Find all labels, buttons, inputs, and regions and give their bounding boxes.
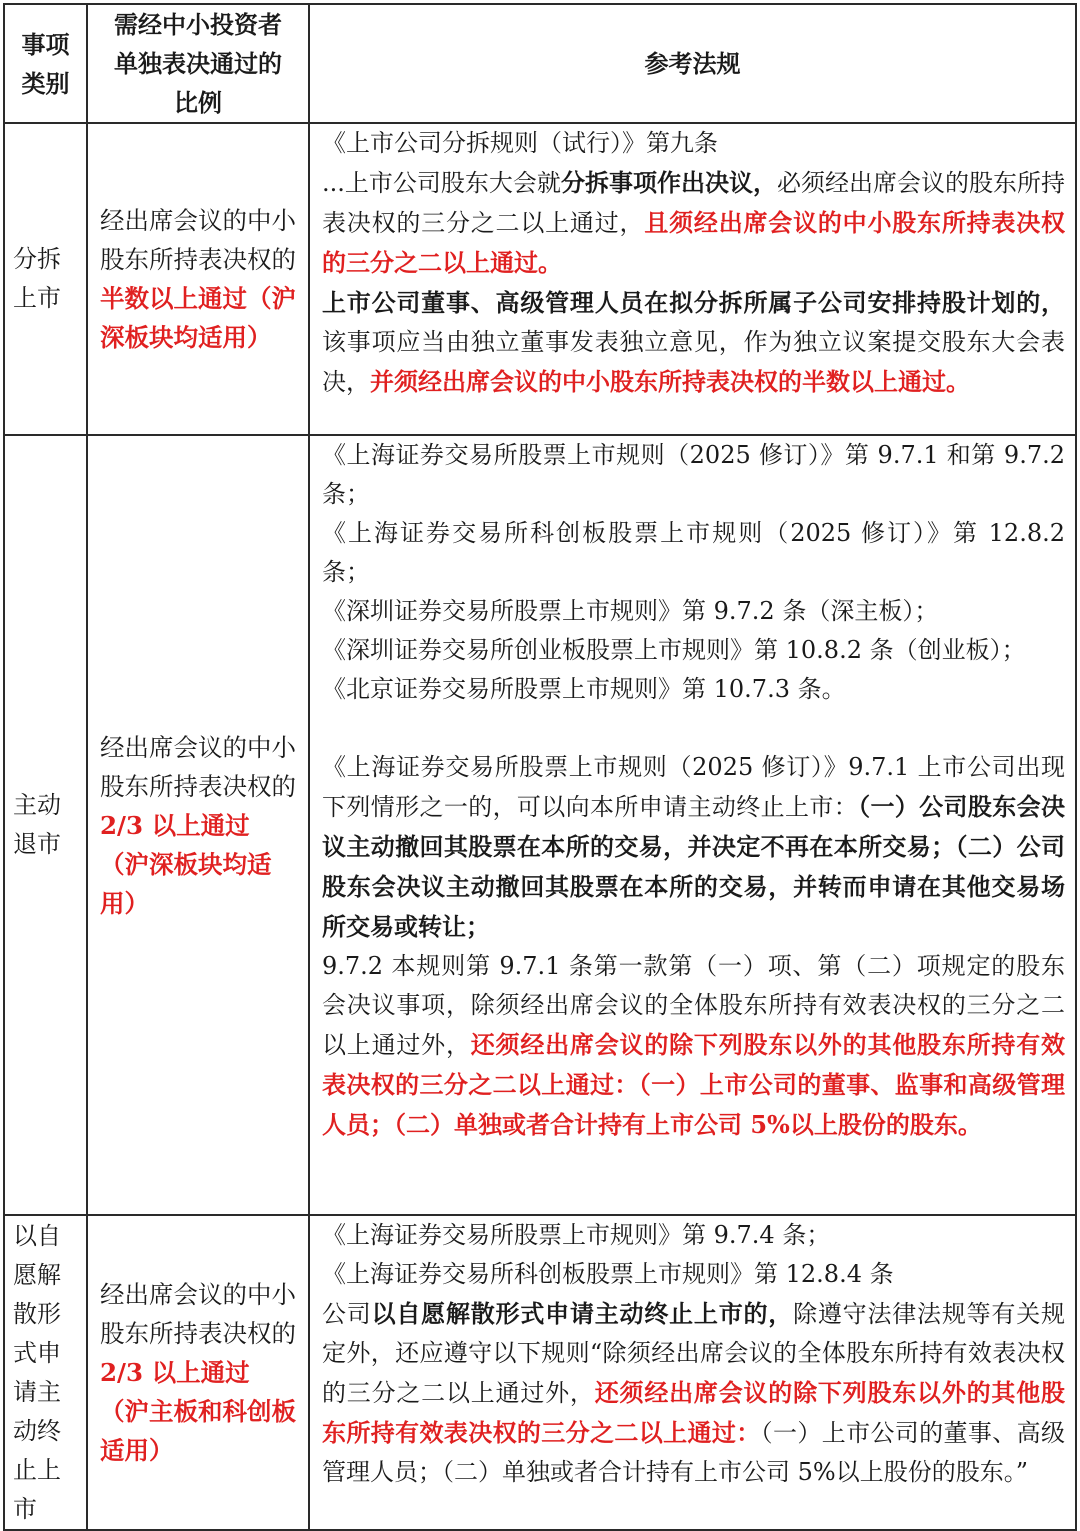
law-cell [309, 1215, 1076, 1530]
table-row-spinoff [4, 123, 1076, 435]
category-line: 止上 [13, 1455, 61, 1484]
law-paragraph [322, 947, 1065, 1145]
law-highlight: 并须经出席会议的中小股东所持表决权的半数以上通过。 [370, 367, 970, 396]
law-citation: 《上海证券交易所科创板股票上市规则（2025 修订）》第 12.8.2 条； [322, 519, 1065, 586]
law-bold: 上市公司董事、高级管理人员在拟分拆所属子公司安排持股计划的， [322, 288, 1065, 317]
law-citation: 《上海证券交易所股票上市规则》第 9.7.4 条； [322, 1221, 831, 1249]
law-bold: 以自愿解散形式申请主动终止上市的， [371, 1299, 794, 1328]
law-text: ...上市公司股东大会就 [322, 169, 561, 197]
category-line: 式申 [13, 1338, 61, 1367]
law-paragraph [322, 283, 1065, 402]
law-paragraph [322, 1294, 1065, 1492]
law-bold: （一）公司股东会决议主动撤回其股票在本所的交易，并决定不再在本所交易；（二）公司股东会决议主动撤回其股票在本所的交易，并转而申请在其他交易场所交易或转让； [322, 792, 1066, 941]
law-highlight: 还须经出席会议的除下列股东以外的其他股东所持有效表决权的三分之二以上通过：（一）上市公司的董事、监事和高级管理人员；（二）单独或者合计持有上市公司 5%以上股份的股东。 [322, 1030, 1066, 1139]
law-paragraph [322, 163, 1065, 283]
ratio-highlight: 2/3 以上通过（沪主板和科创板适用） [100, 1358, 296, 1465]
law-title: 《上市公司分拆规则（试行）》第九条 [322, 129, 718, 157]
law-citation: 《上海证券交易所科创板股票上市规则》第 12.8.4 条 [322, 1260, 894, 1288]
law-text: 9.7.2 本规则第 9.7.1 条第一款第（一）项、第（二）项规定的股东会决议事项，除须经出席会议的全体股东所持有效表决权的三分之二以上通过外， [322, 952, 1065, 1059]
category-cell [4, 123, 87, 435]
regulation-table [3, 3, 1077, 1531]
ratio-text: 经出席会议的中小股东所持表决权的 [100, 206, 296, 274]
law-citation: 《深圳证券交易所股票上市规则》第 9.7.2 条（深主板）； [322, 597, 939, 625]
category-line: 以自 [13, 1221, 61, 1250]
law-citation: 《北京证券交易所股票上市规则》第 10.7.3 条。 [322, 675, 846, 703]
law-text: 《上海证券交易所股票上市规则（2025 修订）》9.7.1 上市公司出现下列情形之一的，可以向本所申请主动终止上市： [322, 753, 1065, 821]
category-line: 主动 [13, 791, 61, 819]
law-text: 公司 [322, 1300, 372, 1328]
law-citation: 《深圳证券交易所创业板股票上市规则》第 10.8.2 条（创业板）； [322, 636, 1026, 664]
law-bold: 分拆事项作出决议， [560, 168, 777, 197]
header-category-line: 类别 [21, 68, 70, 98]
header-ratio [87, 4, 309, 123]
paragraph-gap [322, 709, 1065, 748]
category-line: 市 [13, 1494, 37, 1523]
category-cell [4, 1215, 87, 1530]
header-category-line: 事项 [21, 29, 70, 59]
law-cell [309, 435, 1076, 1215]
header-ratio-line: 单独表决通过的 [114, 49, 282, 78]
law-paragraph [322, 748, 1065, 947]
law-text: （一）上市公司的董事、高级管理人员；（二）单独或者合计持有上市公司 5%以上股份的股东。” [322, 1419, 1066, 1486]
category-line: 上市 [13, 284, 61, 312]
header-reference-law: 参考法规 [309, 4, 1076, 123]
header-ratio-line: 需经中小投资者 [114, 10, 282, 39]
law-citation: 《上海证券交易所股票上市规则（2025 修订）》第 9.7.1 和第 9.7.2 条； [322, 441, 1065, 508]
header-row [4, 4, 1076, 123]
category-line: 散形 [13, 1299, 61, 1328]
ratio-text: 经出席会议的中小股东所持表决权的 [100, 1280, 296, 1348]
ratio-highlight: 半数以上通过（沪深板块均适用） [100, 284, 296, 352]
ratio-cell [87, 123, 309, 435]
category-line: 请主 [13, 1377, 61, 1406]
ratio-highlight: 2/3 以上通过（沪深板块均适用） [100, 810, 272, 918]
category-line: 退市 [13, 830, 61, 858]
law-text: 必须经出席会议的股东所持表决权的三分之二以上通过， [322, 169, 1066, 237]
law-cell [309, 123, 1076, 435]
law-text: 除遵守法律法规等有关规定外，还应遵守以下规则“除须经出席会议的全体股东所持有效表决权的三分之二以上通过外， [322, 1300, 1066, 1407]
table-row-delisting [4, 435, 1076, 1215]
ratio-cell [87, 435, 309, 1215]
table-row-voluntary-dissolution [4, 1215, 1076, 1530]
law-highlight: 且须经出席会议的中小股东所持表决权的三分之二以上通过。 [322, 208, 1066, 277]
ratio-text: 经出席会议的中小股东所持表决权的 [100, 732, 296, 801]
category-cell [4, 435, 87, 1215]
header-ratio-line: 比例 [174, 88, 222, 117]
category-line: 分拆 [13, 245, 61, 273]
header-category [4, 4, 87, 123]
ratio-cell [87, 1215, 309, 1530]
law-text: 该事项应当由独立董事发表独立意见，作为独立议案提交股东大会表决， [322, 328, 1065, 396]
category-line: 动终 [13, 1416, 61, 1445]
category-line: 愿解 [13, 1260, 61, 1289]
law-highlight: 还须经出席会议的除下列股东以外的其他股东所持有效表决权的三分之二以上通过： [322, 1378, 1066, 1447]
